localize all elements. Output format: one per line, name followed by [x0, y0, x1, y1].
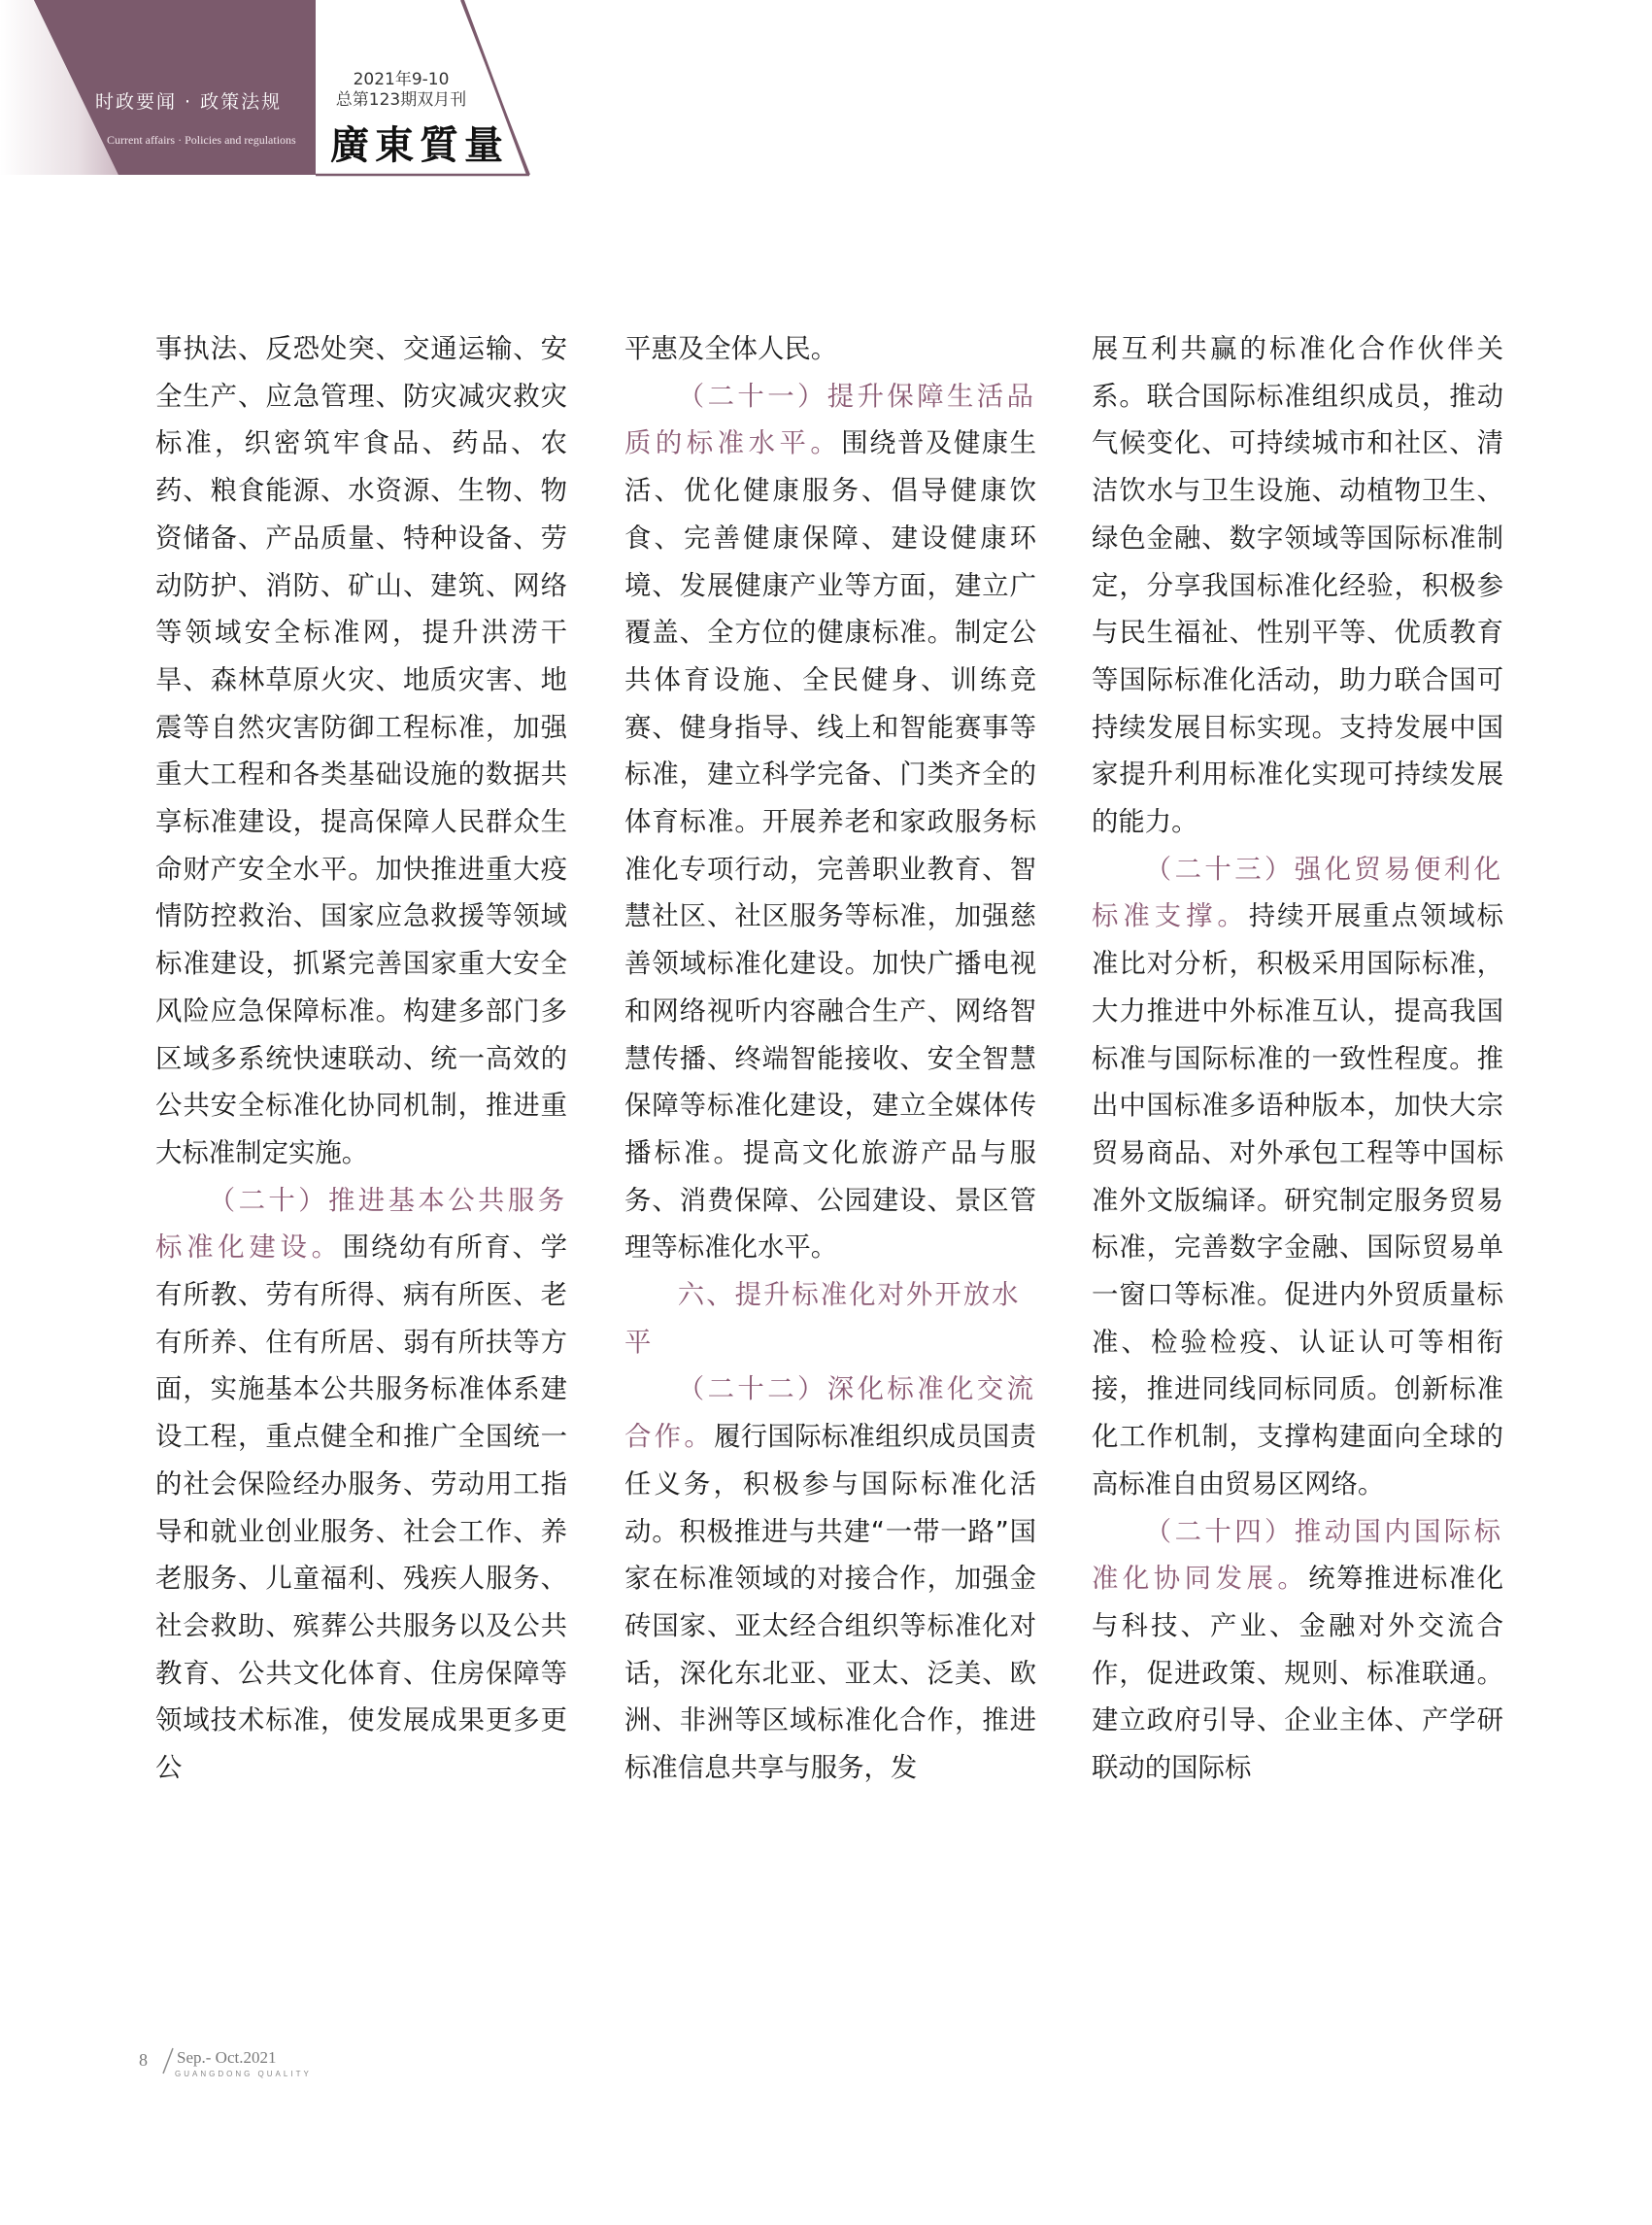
issue-number: 总第123期双月刊 — [335, 90, 467, 110]
section-heading: 六、提升标准化对外开放水平 — [624, 1280, 1021, 1358]
column-3 — [1092, 326, 1503, 1793]
clause-heading: （二十）推进基本公共服务标准化建设。 — [155, 1185, 567, 1264]
body-paragraph — [155, 326, 567, 1178]
paragraph-text: 持续开展重点领域标准比对分析，积极采用国际标准，大力推进中外标准互认，提高我国标准与国际标准的一致性程度。推出中国标准多语种版本，加快大宗贸易商品、对外承包工程等中国标准外文版编译。研究制定服务贸易标准，完善数字金融、国际贸易单一窗口等标准。促进内外贸质量标准、检验检疫、认证认可等相衔接，推进同线同标同质。创新标准化工作机制，支撑构建面向全球的高标准自由贸易区网络。 — [1092, 901, 1503, 1500]
issue-date: 2021年9-10 — [353, 70, 450, 89]
body-paragraph — [155, 1178, 567, 1793]
paragraph-text: 平惠及全体人民。 — [624, 334, 838, 364]
footer-divider — [161, 2047, 175, 2074]
column-2 — [624, 326, 1036, 1793]
magazine-logo: 廣東質量 — [330, 122, 509, 168]
section-title-en: Current affairs · Policies and regulations — [107, 133, 296, 147]
body-paragraph — [624, 374, 1036, 1272]
body-paragraph — [1092, 847, 1503, 1509]
clause-heading: （二十三）强化贸易便利化标准支撑。 — [1092, 854, 1503, 932]
paragraph-text: 统筹推进标准化与科技、产业、金融对外交流合作，促进政策、规则、标准联通。建立政府引导、企业主体、产学研联动的国际标 — [1092, 1564, 1503, 1784]
clause-heading: （二十一）提升保障生活品质的标准水平。 — [624, 381, 1036, 459]
issue-date-en: Sep.- Oct.2021 — [177, 2048, 277, 2067]
section-title: 时政要闻 · 政策法规 — [95, 91, 283, 113]
body-paragraph — [1092, 326, 1503, 847]
body-paragraph — [1092, 1509, 1503, 1793]
body-paragraph — [624, 1366, 1036, 1792]
paragraph-text: 履行国际标准组织成员国责任义务，积极参与国际标准化活动。积极推进与共建“一带一路”国家在标准领域的对接合作，加强金砖国家、亚太经合组织等标准化对话，深化东北亚、亚太、泛美、欧洲、非洲等区域标准化合作，推进标准信息共享与服务，发 — [624, 1422, 1036, 1784]
paragraph-text: 展互利共赢的标准化合作伙伴关系。联合国际标准组织成员，推动气候变化、可持续城市和社区、清洁饮水与卫生设施、动植物卫生、绿色金融、数字领域等国际标准制定，分享我国标准化经验，积极参与民生福祉、性别平等、优质教育等国际标准化活动，助力联合国可持续发展目标实现。支持发展中国家提升利用标准化实现可持续发展的能力。 — [1092, 334, 1503, 838]
issue-info — [319, 70, 484, 111]
paragraph-text: 围绕幼有所育、学有所教、劳有所得、病有所医、老有所养、住有所居、弱有所扶等方面，实施基本公共服务标准体系建设工程，重点健全和推广全国统一的社会保险经办服务、劳动用工指导和就业创业服务、社会工作、养老服务、儿童福利、残疾人服务、社会救助、殡葬公共服务以及公共教育、公共文化体育、住房保障等领域技术标准，使发展成果更多更公 — [155, 1232, 567, 1784]
clause-heading: （二十二）深化标准化交流合作。 — [624, 1374, 1036, 1453]
body-paragraph — [624, 326, 1036, 374]
paragraph-text: 围绕普及健康生活、优化健康服务、倡导健康饮食、完善健康保障、建设健康环境、发展健康产业等方面，建立广覆盖、全方位的健康标准。制定公共体育设施、全民健身、训练竞赛、健身指导、线上和智能赛事等标准，建立科学完备、门类齐全的体育标准。开展养老和家政服务标准化专项行动，完善职业教育、智慧社区、社区服务等标准，加强慈善领域标准化建设。加快广播电视和网络视听内容融合生产、网络智慧传播、终端智能接收、安全智慧保障等标准化建设，建立全媒体传播标准。提高文化旅游产品与服务、消费保障、公园建设、景区管理等标准化水平。 — [624, 428, 1036, 1264]
magazine-name-en: GUANGDONG QUALITY — [175, 2070, 312, 2078]
paragraph-text: 事执法、反恐处突、交通运输、安全生产、应急管理、防灾减灾救灾标准，织密筑牢食品、药品、农药、粮食能源、水资源、生物、物资储备、产品质量、特种设备、劳动防护、消防、矿山、建筑、网络等领域安全标准网，提升洪涝干旱、森林草原火灾、地质灾害、地震等自然灾害防御工程标准，加强重大工程和各类基础设施的数据共享标准建设，提高保障人民群众生命财产安全水平。加快推进重大疫情防控救治、国家应急救援等领域标准建设，抓紧完善国家重大安全风险应急保障标准。构建多部门多区域多系统快速联动、统一高效的公共安全标准化协同机制，推进重大标准制定实施。 — [155, 334, 567, 1168]
clause-heading: （二十四）推动国内国际标准化协同发展。 — [1092, 1516, 1503, 1595]
column-1 — [155, 326, 567, 1793]
page-number: 8 — [139, 2050, 148, 2070]
